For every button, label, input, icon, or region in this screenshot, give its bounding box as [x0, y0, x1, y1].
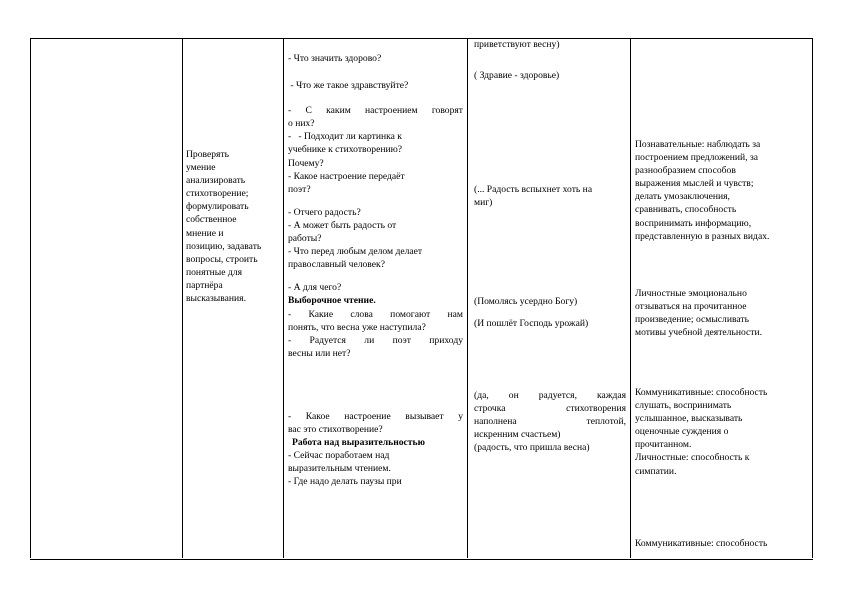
column-divider-3 — [467, 38, 468, 558]
student-answers-block-3 — [474, 183, 626, 209]
learning-activities-block-4 — [635, 537, 810, 550]
activity-line: произведение; осмысливать — [635, 314, 749, 326]
activity-line: Коммуникативные: способность — [635, 387, 768, 398]
column-divider-4 — [630, 38, 631, 558]
learning-activities-block-1 — [635, 138, 810, 243]
question-line: о них? — [288, 118, 315, 130]
student-answers-block-5 — [474, 389, 626, 454]
table-border-right — [812, 38, 813, 558]
answer-line: (радость, что пришла весна) — [474, 442, 590, 454]
activity-line: слушать, воспринимать — [635, 400, 732, 412]
question-line: понять, что весна уже наступила? — [288, 321, 426, 333]
question-line: поэт? — [288, 183, 311, 195]
objective-line: мнение и — [186, 227, 224, 239]
section-heading: Выборочное чтение. — [288, 295, 376, 307]
activity-line: мотивы учебной деятельности. — [635, 327, 762, 339]
objective-line: понятные для — [186, 266, 242, 278]
question-line: - Какие слова помогают нам — [288, 308, 463, 320]
objective-line: позицию, задавать — [186, 240, 262, 252]
question-line: выразительным чтением. — [288, 463, 391, 475]
question-line: учебнике к стихотворению? — [288, 144, 403, 156]
activity-line: выражения мыслей и чувств; — [635, 178, 754, 190]
answer-line: (Помолясь усердно Богу) — [474, 296, 578, 307]
student-answers-line-1 — [474, 38, 626, 51]
question-line: работы? — [288, 233, 322, 245]
learning-activities-block-2 — [635, 287, 810, 339]
objective-line: Проверять — [186, 149, 230, 160]
answer-line: приветствуют весну) — [474, 39, 560, 50]
question-line: православный человек? — [288, 259, 385, 271]
objective-line: умение — [186, 162, 216, 174]
question-line: Почему? — [288, 157, 324, 169]
question-line: - Сейчас поработаем над — [288, 450, 390, 462]
question-line: - Какое настроение вызывает у — [288, 410, 463, 422]
answer-line: наполнена теплотой, — [474, 416, 626, 428]
question-line: - Что перед любым делом делает — [288, 246, 423, 258]
question-line: - Отчего радость? — [288, 206, 361, 218]
answer-line: ( Здравие - здоровье) — [474, 70, 560, 81]
answer-line: (да, он радуется, каждая — [474, 390, 626, 401]
table-border-left — [30, 38, 31, 558]
question-line: - А для чего? — [288, 282, 342, 294]
question-line: - Какое настроение передаёт — [288, 170, 405, 182]
objective-line: собственное — [186, 214, 237, 226]
activity-line: представленную в разных видах. — [635, 230, 770, 242]
answer-line: строчка стихотворения — [474, 403, 626, 415]
question-line: - Что же такое здравствуйте? — [288, 80, 409, 92]
learning-activities-block-3 — [635, 386, 810, 478]
answer-line: (И пошлёт Господь урожай) — [474, 318, 589, 330]
objective-line: высказывания. — [186, 293, 246, 305]
activity-line: Познавательные: наблюдать за — [635, 139, 761, 150]
question-line: - А может быть радость от — [288, 219, 397, 231]
question-line: - Где надо делать паузы при — [288, 476, 402, 488]
activity-line: сравнивать, способность — [635, 204, 737, 216]
activity-line: оценочные суждения о — [635, 426, 729, 438]
question-line: - С каким настроением говорят — [288, 105, 463, 117]
question-line: - Радуется ли поэт приходу — [288, 334, 463, 346]
activity-line: Коммуникативные: способность — [635, 538, 768, 549]
objective-line: анализировать — [186, 175, 246, 187]
section-heading: Работа над выразительностью — [292, 437, 425, 449]
question-line: - Что значить здорово? — [288, 53, 382, 64]
question-line: вас это стихотворение? — [288, 423, 383, 435]
answer-line: (... Радость вспыхнет хоть на — [474, 184, 593, 195]
objectives-cell — [186, 148, 280, 305]
activity-line: прочитанном. — [635, 439, 692, 451]
objective-line: партнёра — [186, 279, 223, 291]
activity-line: Личностные эмоционально — [635, 288, 747, 299]
activity-line: воспринимать информацию, — [635, 217, 752, 229]
activity-line: симпатии. — [635, 465, 677, 477]
activity-line: построением предложений, за — [635, 152, 758, 164]
activity-line: отзываться на прочитанное — [635, 301, 747, 313]
objective-line: стихотворение; — [186, 188, 249, 200]
answer-line: искренним счастьем) — [474, 429, 561, 441]
column-divider-1 — [182, 38, 183, 558]
activity-line: делать умозаключения, — [635, 191, 730, 203]
objective-line: формулировать — [186, 201, 249, 213]
activity-line: услышанное, высказывать — [635, 413, 743, 425]
column-divider-2 — [283, 38, 284, 558]
activity-line: Личностные: способность к — [635, 452, 750, 464]
teacher-questions-cell — [288, 52, 463, 488]
student-answers-line-2 — [474, 69, 626, 82]
objective-line: вопросы, строить — [186, 253, 258, 265]
student-answers-block-4 — [474, 295, 626, 330]
answer-line: миг) — [474, 197, 493, 209]
activity-line: разнообразием способов — [635, 165, 736, 177]
question-line: - - Подходит ли картинка к — [288, 131, 402, 143]
question-line: весны или нет? — [288, 347, 351, 359]
